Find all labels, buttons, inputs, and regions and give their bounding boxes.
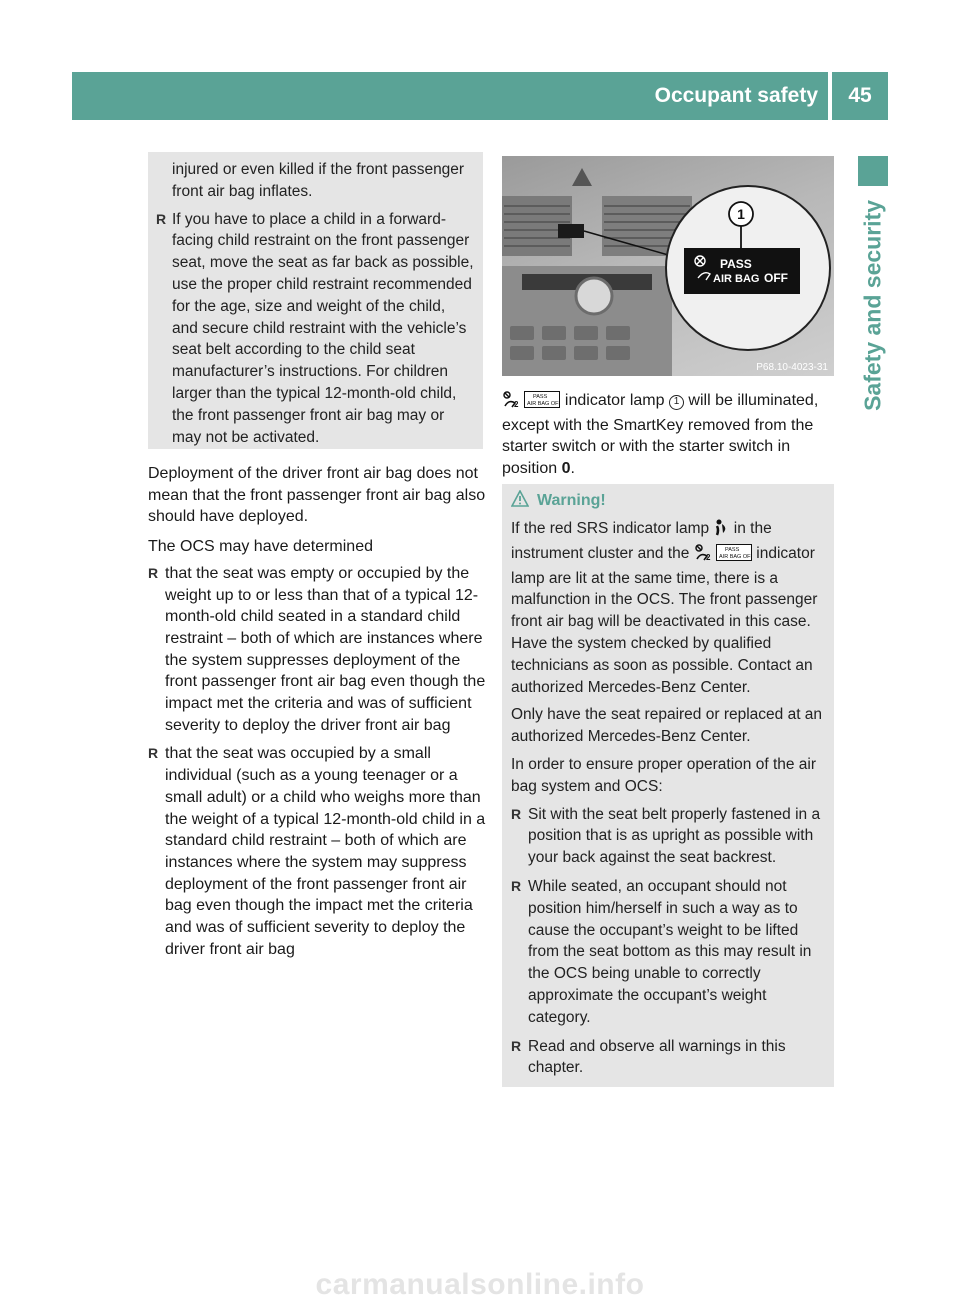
lamp-sentence-tail: will be illuminated, except with the SmartKey removed from the starter switch or with the starter switch in position (502, 392, 819, 478)
seat-child-icon (694, 544, 712, 568)
list-item: R that the seat was occupied by a small individual (such as a young teenager or a small adult) or a child who weighs more than the weight of a typical 12-month-old child in a standard child restraint – both of which are instances where the system may suppress deployment of the front passenger front air bag even though the impact met the criteria and was of sufficient severity to deploy the driver front air bag (148, 743, 488, 960)
figure-callout-number: 1 (737, 206, 745, 222)
side-tab-marker (858, 156, 888, 186)
seat-child-icon (502, 391, 520, 415)
side-tab-label: Safety and security (859, 200, 886, 411)
figure-lamp-airbag: AIR BAG (713, 273, 760, 285)
list-item: R Read and observe all warnings in this chapter. (511, 1036, 828, 1080)
warning-malfunction-paragraph (511, 518, 828, 698)
svg-text:AIR BAG OFF: AIR BAG OFF (527, 401, 561, 407)
svg-text:PASS: PASS (724, 546, 740, 553)
lamp-sentence-period: . (570, 460, 575, 478)
srs-indicator-icon (713, 519, 729, 543)
svg-text:2: 2 (514, 400, 519, 408)
note-continued-text: injured or even killed if the front passenger front air bag inflates. (172, 161, 465, 200)
warning-heading (511, 490, 828, 512)
svg-text:PASS: PASS (533, 394, 548, 400)
dashboard-illustration (502, 156, 834, 376)
lamp-sentence-mid: indicator lamp (564, 392, 665, 409)
paragraph-deployment: Deployment of the driver front air bag does not mean that the front passenger front air bag also should have deployed. (148, 465, 486, 526)
figure-image-code: P68.10-4023-31 (756, 362, 828, 373)
warning-box (502, 484, 834, 1087)
watermark: carmanualsonline.info (315, 1268, 645, 1301)
warning-triangle-icon (511, 490, 529, 512)
left-body (148, 463, 488, 967)
warning-text-b: in the instrument cluster and the (511, 520, 772, 562)
figure-lamp-pass: PASS (720, 257, 752, 271)
callout-number: 1 (669, 395, 684, 410)
pass-airbag-off-icon (524, 391, 560, 415)
figure-lamp-off: OFF (764, 271, 788, 285)
svg-text:AIR BAG OFF: AIR BAG OFF (718, 553, 752, 560)
warning-text-a: If the red SRS indicator lamp (511, 520, 710, 537)
warning-title: Warning! (537, 492, 606, 509)
svg-text:2: 2 (705, 552, 711, 561)
list-item: R that the seat was empty or occupied by the weight up to or less than that of a typical 12-month-old child seated in a standard child restraint – both of which are instances where the system suppresses deployment of the front passenger front air bag even though the impact met the criteria and was of sufficient severity to deploy the driver front air bag (148, 563, 488, 737)
pass-airbag-off-icon (716, 544, 752, 568)
page-number: 45 (848, 84, 872, 107)
position-value: 0 (561, 460, 571, 478)
paragraph-ocs-intro: The OCS may have determined (148, 538, 373, 556)
warning-text-c: indicator lamp are lit at the same time, there is a malfunction in the OCS. The front passenger front air bag will be deactivated in this case. Have the system checked by qualified technicians as soon as possible. Contact an authorized Mercedes-Benz Center. (511, 544, 818, 696)
list-item: R Sit with the seat belt properly fastened in a position that is as upright as possible with your back against the seat backrest. (511, 804, 828, 869)
warning-ensure-paragraph: In order to ensure proper operation of the air bag system and OCS: (511, 755, 817, 795)
dashboard-figure (502, 156, 834, 376)
side-tab (847, 200, 899, 700)
warning-repair-paragraph: Only have the seat repaired or replaced at an authorized Mercedes-Benz Center. (511, 706, 823, 746)
section-title: Occupant safety (654, 84, 818, 107)
list-item: R While seated, an occupant should not position him/herself in such a way as to cause the occupant’s weight to be lifted from the seat bottom as this may result in the OCS being unable to correctly approximate the occupant’s weight category. (511, 876, 828, 1029)
note-box (148, 152, 483, 449)
lamp-paragraph (502, 390, 834, 480)
note-bullet: R If you have to place a child in a forward-facing child restraint on the front passenger seat, move the seat as far back as possible, use the proper child restraint recommended for the age, size and weight of the child, and secure child restraint with the vehicle’s seat belt according to the child seat manufacturer’s instructions. For children larger than the typical 12-month-old child, the front passenger front air bag may or may not be activated. (156, 209, 475, 449)
